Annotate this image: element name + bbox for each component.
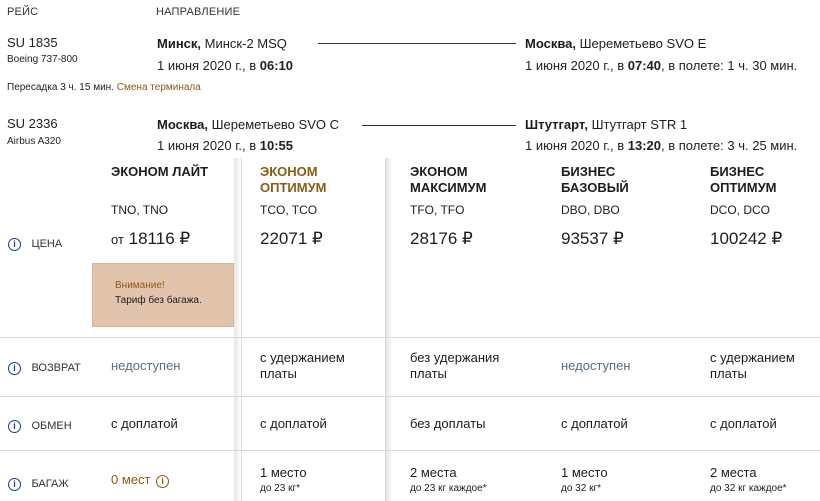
route-column-header: НАПРАВЛЕНИЕ (156, 6, 241, 18)
exchange-value: с доплатой (561, 416, 628, 431)
route-line (318, 43, 516, 44)
info-icon[interactable]: i (8, 362, 21, 375)
arrival-time: 1 июня 2020 г., в 13:20, в полете: 3 ч. 25 мин. (525, 138, 798, 153)
info-icon[interactable]: i (8, 420, 21, 433)
departure-time: 1 июня 2020 г., в 10:55 (157, 138, 293, 153)
arrival-city: Штутгарт, Штутгарт STR 1 (525, 117, 688, 132)
info-icon[interactable]: i (156, 475, 169, 488)
baggage-value: 2 места до 23 кг каждое* (410, 465, 487, 494)
departure-city: Москва, Шереметьево SVO C (157, 117, 339, 132)
fare-price[interactable]: 22071 ₽ (260, 229, 323, 248)
no-baggage-warning (92, 263, 234, 327)
arrival-time: 1 июня 2020 г., в 07:40, в полете: 1 ч. 30 мин. (525, 58, 798, 73)
warning-title: Внимание! (115, 280, 165, 291)
row-divider (0, 396, 820, 397)
fare-code: TCO, TCO (260, 203, 318, 217)
fare-price[interactable]: 28176 ₽ (410, 229, 473, 248)
fare-name-business-base: БИЗНЕС БАЗОВЫЙ (561, 164, 629, 195)
fare-name-econom-lite: ЭКОНОМ ЛАЙТ (111, 164, 209, 179)
fare-code: TFO, TFO (410, 203, 465, 217)
flight-column-header: РЕЙС (7, 6, 39, 18)
baggage-value: 1 место до 23 кг* (260, 465, 307, 494)
row-label: ВОЗВРАТ (31, 362, 81, 374)
fare-name-econom-maximum: ЭКОНОМ МАКСИМУМ (410, 164, 487, 195)
exchange-value: без доплаты (410, 416, 486, 431)
row-label: ЦЕНА (31, 238, 63, 250)
departure-time: 1 июня 2020 г., в 06:10 (157, 58, 293, 73)
route-line (362, 125, 516, 126)
warning-text: Тариф без багажа. (115, 295, 202, 306)
baggage-row-label (8, 474, 68, 492)
refund-value: недоступен (561, 358, 631, 373)
flight-number: SU 2336 (7, 116, 58, 131)
fare-name-econom-optimum[interactable]: ЭКОНОМ ОПТИМУМ (260, 164, 327, 195)
fare-code: DCO, DCO (710, 203, 770, 217)
fare-price[interactable]: 93537 ₽ (561, 229, 624, 248)
refund-value: без удержания платы (410, 350, 500, 381)
departure-city: Минск, Минск-2 MSQ (157, 36, 287, 51)
row-divider (0, 337, 820, 338)
refund-value: с удержанием платы (710, 350, 795, 381)
info-icon[interactable]: i (8, 478, 21, 491)
info-icon[interactable]: i (8, 238, 21, 251)
aircraft-type: Airbus A320 (7, 136, 61, 147)
flight-number: SU 1835 (7, 35, 58, 50)
fare-price[interactable]: от 18116 ₽ (111, 229, 191, 248)
price-row-label (8, 234, 62, 252)
refund-value: с удержанием платы (260, 350, 345, 381)
refund-value: недоступен (111, 358, 181, 373)
row-label: БАГАЖ (31, 478, 69, 490)
baggage-value: 2 места до 32 кг каждое* (710, 465, 787, 494)
refund-row-label (8, 358, 81, 376)
exchange-row-label (8, 416, 72, 434)
exchange-value: с доплатой (710, 416, 777, 431)
aircraft-type: Boeing 737-800 (7, 54, 78, 65)
row-divider (0, 450, 820, 451)
fare-code: TNO, TNO (111, 203, 169, 217)
terminal-change-link[interactable]: Смена терминала (116, 82, 201, 93)
transfer-info: Пересадка 3 ч. 15 мин. Смена терминала (7, 82, 201, 93)
fare-price[interactable]: 100242 ₽ (710, 229, 783, 248)
baggage-value: 0 мест i (111, 472, 169, 488)
fare-code: DBO, DBO (561, 203, 620, 217)
row-label: ОБМЕН (31, 420, 72, 432)
exchange-value: с доплатой (111, 416, 178, 431)
fare-name-business-optimum: БИЗНЕС ОПТИМУМ (710, 164, 777, 195)
arrival-city: Москва, Шереметьево SVO E (525, 36, 707, 51)
baggage-value: 1 место до 32 кг* (561, 465, 608, 494)
exchange-value: с доплатой (260, 416, 327, 431)
